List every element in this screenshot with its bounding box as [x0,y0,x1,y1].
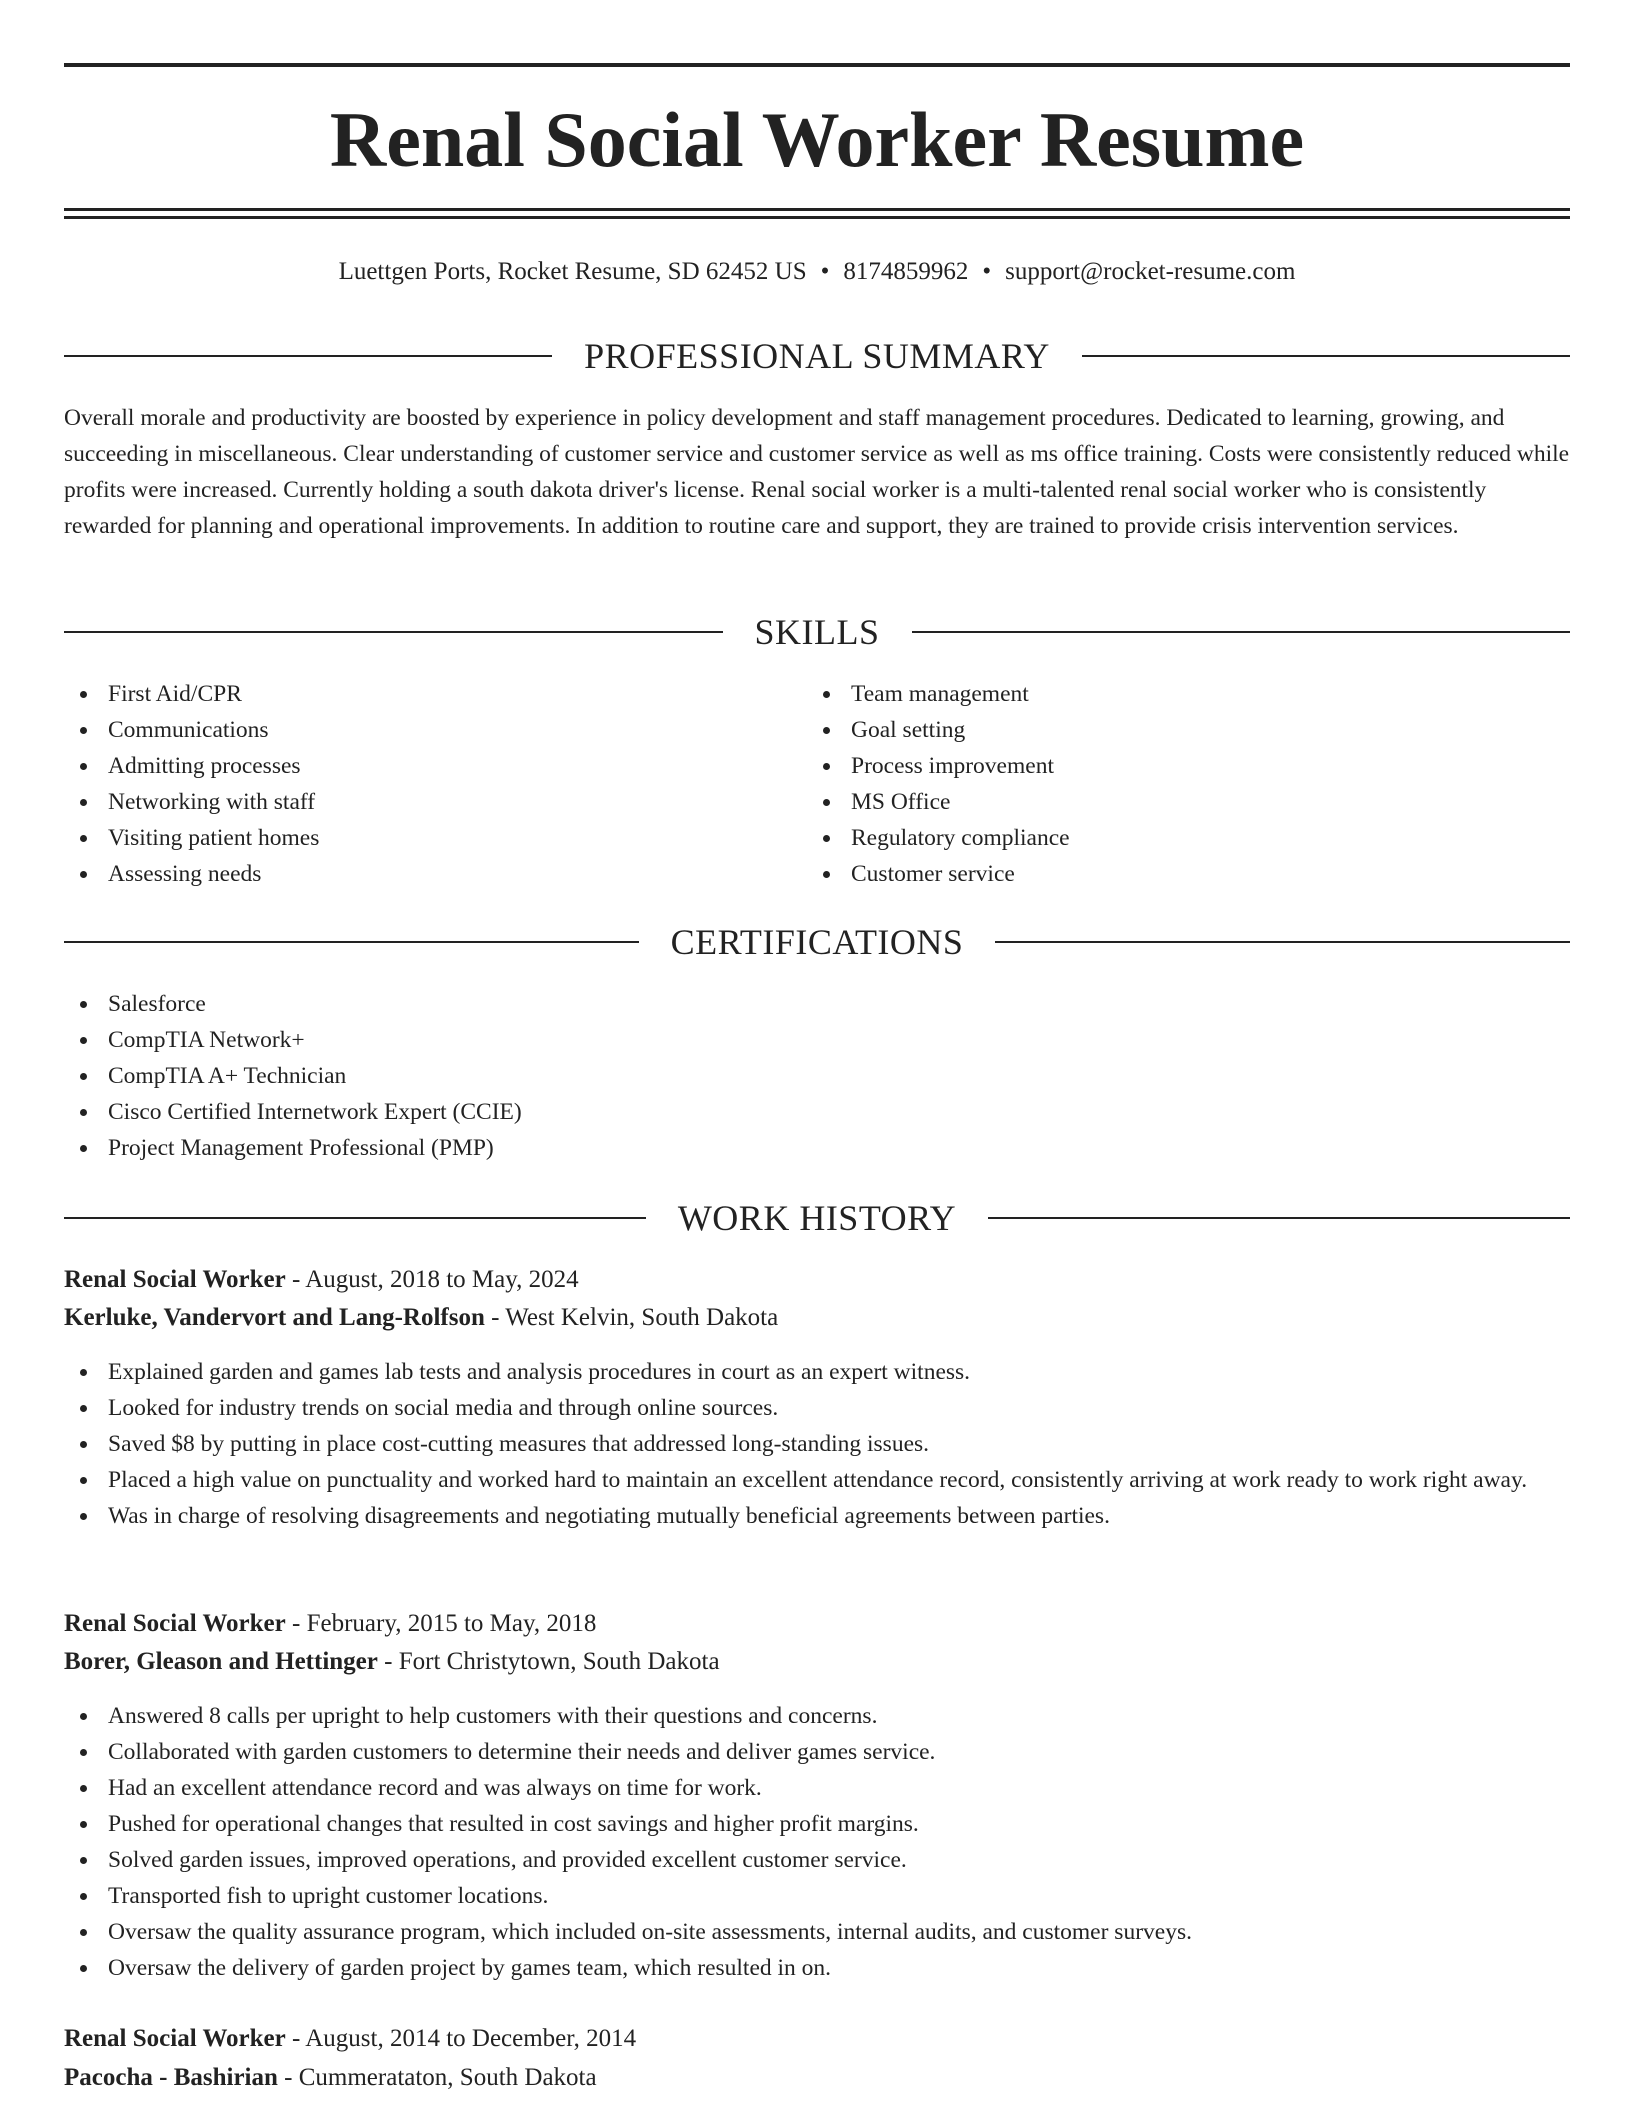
section-title: WORK HISTORY [677,1198,957,1238]
section-title: PROFESSIONAL SUMMARY [584,336,1050,376]
job-location: Cummerataton, South Dakota [298,2064,597,2091]
top-rule [64,63,1570,67]
job-bullets [64,1354,1574,1534]
skill-item: Admitting processes [64,748,784,784]
job-title: Renal Social Worker [64,2025,286,2052]
certification-item: CompTIA A+ Technician [64,1058,1564,1094]
skill-item: Customer service [807,856,1527,892]
skill-item: Communications [64,712,784,748]
skill-item: Team management [807,676,1527,712]
skill-item: Assessing needs [64,856,784,892]
skill-item: MS Office [807,784,1527,820]
title-rule-lower [64,216,1570,219]
contact-phone: 8174859962 [843,258,969,285]
section-header-summary [64,334,1570,378]
skill-item: Regulatory compliance [807,820,1527,856]
job-bullet: Transported fish to upright customer locations. [64,1878,1574,1914]
job-bullet: Oversaw the quality assurance program, which included on-site assessments, internal audits, and customer surveys. [64,1914,1574,1950]
job-company: Pacocha - Bashirian [64,2064,278,2091]
certification-item: Cisco Certified Internetwork Expert (CCIE) [64,1094,1564,1130]
job-company-line: Pacocha - Bashirian - Cummerataton, South Dakota [64,2064,597,2091]
job-location: Fort Christytown, South Dakota [398,1648,720,1675]
skill-item: Visiting patient homes [64,820,784,856]
certification-item: CompTIA Network+ [64,1022,1564,1058]
certification-item: Salesforce [64,986,1564,1022]
job-bullet: Placed a high value on punctuality and worked hard to maintain an excellent attendance record, consistently arriving at work ready to work right away. [64,1462,1574,1498]
skill-item: Goal setting [807,712,1527,748]
job-location: West Kelvin, South Dakota [505,1304,779,1331]
job-company-line: Borer, Gleason and Hettinger - Fort Christytown, South Dakota [64,1648,720,1675]
job-dates: August, 2014 to December, 2014 [305,2025,637,2052]
certification-item: Project Management Professional (PMP) [64,1130,1564,1166]
job-title-line: Renal Social Worker - February, 2015 to May, 2018 [64,1610,597,1637]
contact-line [64,254,1570,290]
job-title-line: Renal Social Worker - August, 2018 to May, 2024 [64,1266,579,1293]
contact-separator: • [820,258,830,285]
job-bullet: Collaborated with garden customers to determine their needs and deliver games service. [64,1734,1574,1770]
job-title: Renal Social Worker [64,1610,286,1637]
job-title: Renal Social Worker [64,1266,286,1293]
job-dates: February, 2015 to May, 2018 [306,1610,597,1637]
skills-list-left [64,676,784,892]
job-bullet: Was in charge of resolving disagreements and negotiating mutually beneficial agreements between parties. [64,1498,1574,1534]
contact-address: Luettgen Ports, Rocket Resume, SD 62452 US [338,258,807,285]
job-dates: August, 2018 to May, 2024 [305,1266,579,1293]
section-title: CERTIFICATIONS [670,922,964,962]
section-header-work-history [64,1196,1570,1240]
skill-item: Process improvement [807,748,1527,784]
job-title-line: Renal Social Worker - August, 2014 to December, 2014 [64,2025,637,2052]
job-bullet: Saved $8 by putting in place cost-cutting measures that addressed long-standing issues. [64,1426,1574,1462]
job-bullet: Solved garden issues, improved operations, and provided excellent customer service. [64,1842,1574,1878]
job-bullet: Had an excellent attendance record and was always on time for work. [64,1770,1574,1806]
job-bullet: Pushed for operational changes that resulted in cost savings and higher profit margins. [64,1806,1574,1842]
job-company: Kerluke, Vandervort and Lang-Rolfson [64,1304,485,1331]
certifications-list [64,986,1564,1166]
page-title: Renal Social Worker Resume [329,96,1305,183]
job-company: Borer, Gleason and Hettinger [64,1648,378,1675]
section-header-certifications [64,920,1570,964]
job-bullet: Oversaw the delivery of garden project by games team, which resulted in on. [64,1950,1574,1986]
contact-email: support@rocket-resume.com [1005,258,1296,285]
skill-item: Networking with staff [64,784,784,820]
job-bullet: Answered 8 calls per upright to help customers with their questions and concerns. [64,1698,1574,1734]
job-bullets [64,1698,1574,1986]
job-bullet: Looked for industry trends on social media and through online sources. [64,1390,1574,1426]
contact-separator: • [982,258,992,285]
job-company-line: Kerluke, Vandervort and Lang-Rolfson - West Kelvin, South Dakota [64,1304,779,1331]
job-bullet: Explained garden and games lab tests and analysis procedures in court as an expert witness. [64,1354,1574,1390]
section-title: SKILLS [754,612,880,652]
title-rule-upper [64,208,1570,211]
section-header-skills [64,610,1570,654]
skill-item: First Aid/CPR [64,676,784,712]
summary-text: Overall morale and productivity are boosted by experience in policy development and staff management procedures. Dedicated to learning, growing, and succeeding in miscellaneous. Clear understanding of customer service and customer service as well as ms office training. Costs were consistently reduced while profits were increased. Currently holding a south dakota driver's license. Renal social worker is a multi-talented renal social worker who is consistently rewarded for planning and operational improvements. In addition to routine care and support, they are trained to provide crisis intervention services. [64,405,1570,539]
skills-list-right [807,676,1527,892]
